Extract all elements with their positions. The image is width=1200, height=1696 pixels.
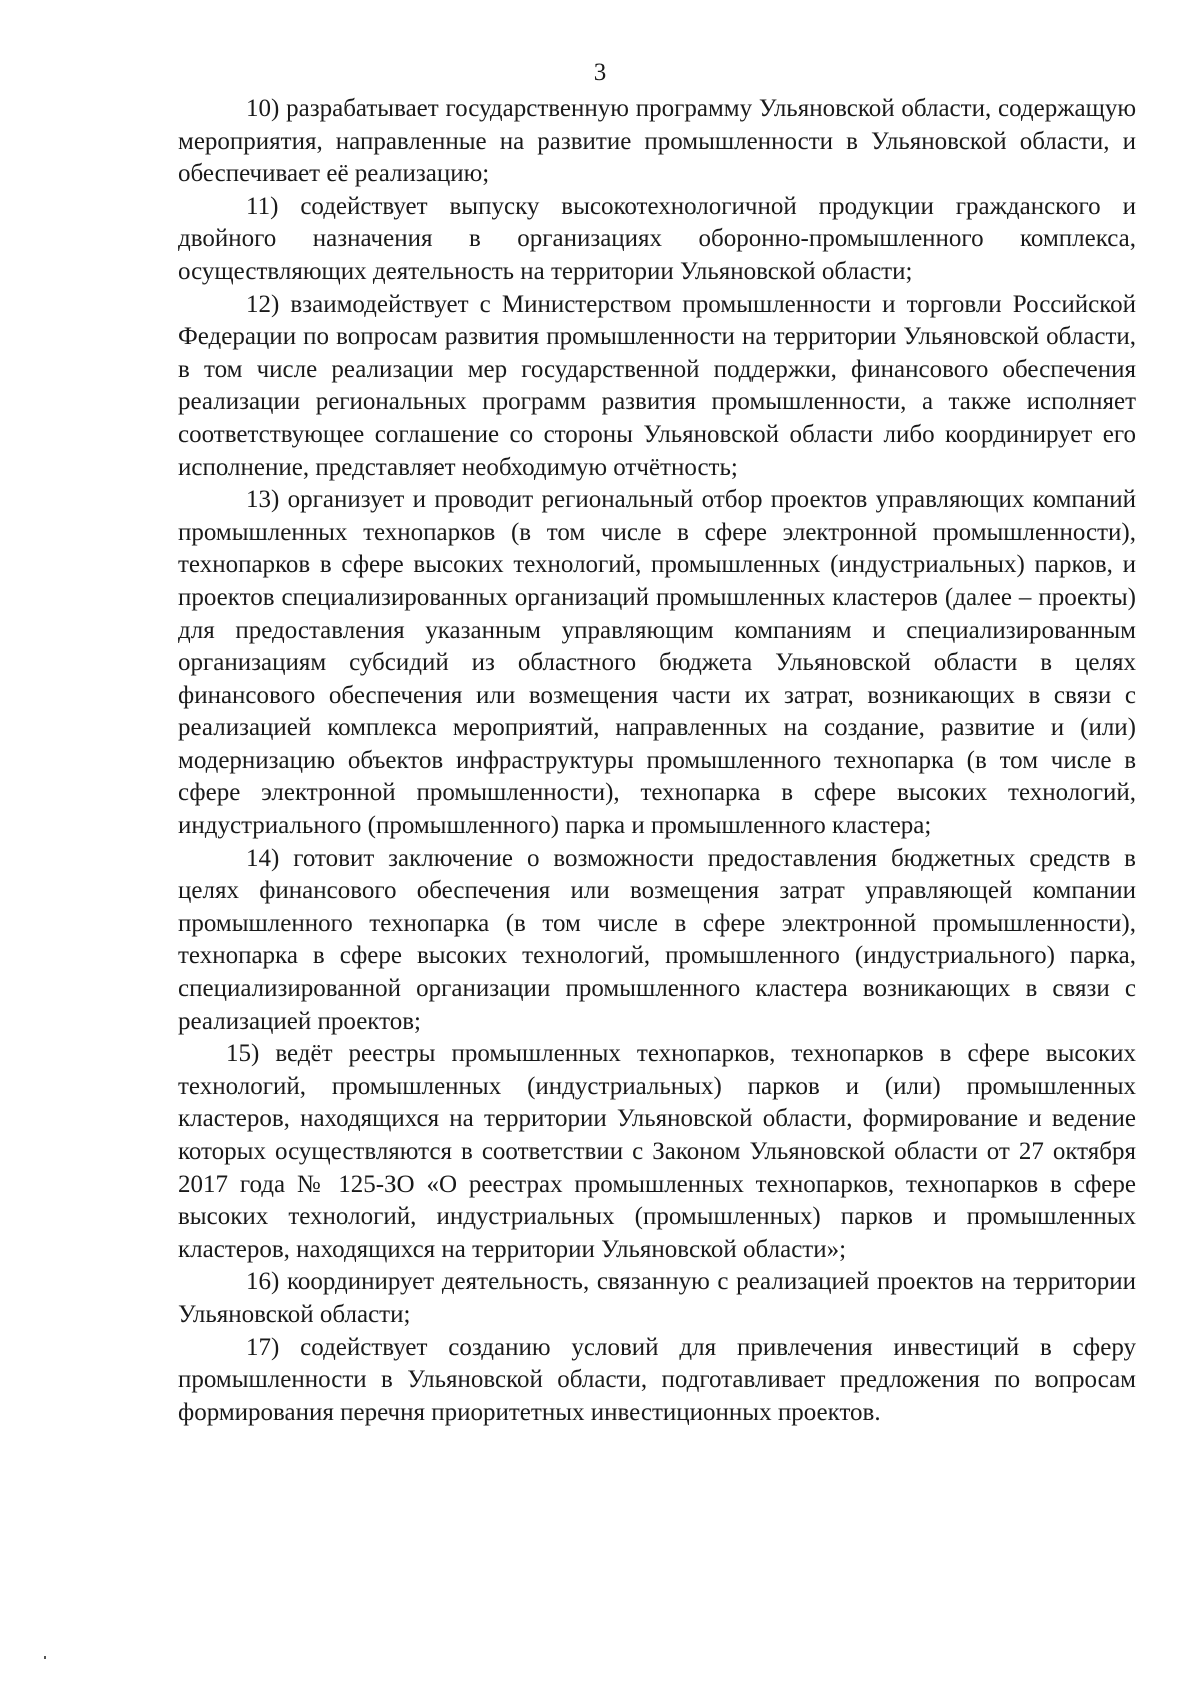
document-body [178, 93, 1136, 1429]
list-item-10: 10) разрабатывает государственную программу Ульяновской области, содержащую мероприятия, направленные на развитие промышленности в Ульяновской области, и обеспечивает её реализацию; [178, 95, 1136, 188]
list-item-15: 15) ведёт реестры промышленных технопарков, технопарков в сфере высоких технологий, промышленных (индустриальных) парков и (или) промышленных кластеров, находящихся на территории Ульяновской области, формирование и ведение которых осуществляются в соответствии с Законом Ульяновской области от 27 октября 2017 года № 125-ЗО «О реестрах промышленных технопарков, технопарков в сфере высоких технологий, индустриальных (промышленных) парков и промышленных кластеров, находящихся на территории Ульяновской области»; [178, 1040, 1136, 1263]
list-item-11: 11) содействует выпуску высокотехнологичной продукции гражданского и двойного назначения в организациях оборонно-промышленного комплекса, осуществляющих деятельность на территории Ульяновской области; [178, 192, 1136, 285]
page-number: 3 [593, 59, 607, 86]
list-item-12: 12) взаимодействует с Министерством промышленности и торговли Российской Федерации по вопросам развития промышленности на территории Ульяновской области, в том числе реализации мер государственной поддержки, финансового обеспечения реализации региональных программ развития промышленности, а также исполняет соответствующее соглашение со стороны Ульяновской области либо координирует его исполнение, представляет необходимую отчётность; [178, 290, 1136, 481]
scan-speck [44, 1656, 46, 1659]
list-item-17: 17) содействует созданию условий для привлечения инвестиций в сферу промышленности в Ульяновской области, подготавливает предложения по вопросам формирования перечня приоритетных инвестиционных проектов. [178, 1333, 1136, 1426]
list-item-13: 13) организует и проводит региональный отбор проектов управляющих компаний промышленных технопарков (в том числе в сфере электронной промышленности), технопарков в сфере высоких технологий, промышленных (индустриальных) парков, и проектов специализированных организаций промышленных кластеров (далее – проекты) для предоставления указанным управляющим компаниям и специализированным организациям субсидий из областного бюджета Ульяновской области в целях финансового обеспечения или возмещения части их затрат, возникающих в связи с реализацией комплекса мероприятий, направленных на создание, развитие и (или) модернизацию объектов инфраструктуры промышленного технопарка (в том числе в сфере электронной промышленности), технопарка в сфере высоких технологий, индустриального (промышленного) парка и промышленного кластера; [178, 486, 1136, 840]
list-item-14: 14) готовит заключение о возможности предоставления бюджетных средств в целях финансового обеспечения или возмещения затрат управляющей компании промышленного технопарка (в том числе в сфере электронной промышленности), технопарка в сфере высоких технологий, промышленного (индустриального) парка, специализированной организации промышленного кластера возникающих в связи с реализацией проектов; [178, 844, 1136, 1035]
list-item-16: 16) координирует деятельность, связанную с реализацией проектов на территории Ульяновской области; [178, 1268, 1136, 1328]
